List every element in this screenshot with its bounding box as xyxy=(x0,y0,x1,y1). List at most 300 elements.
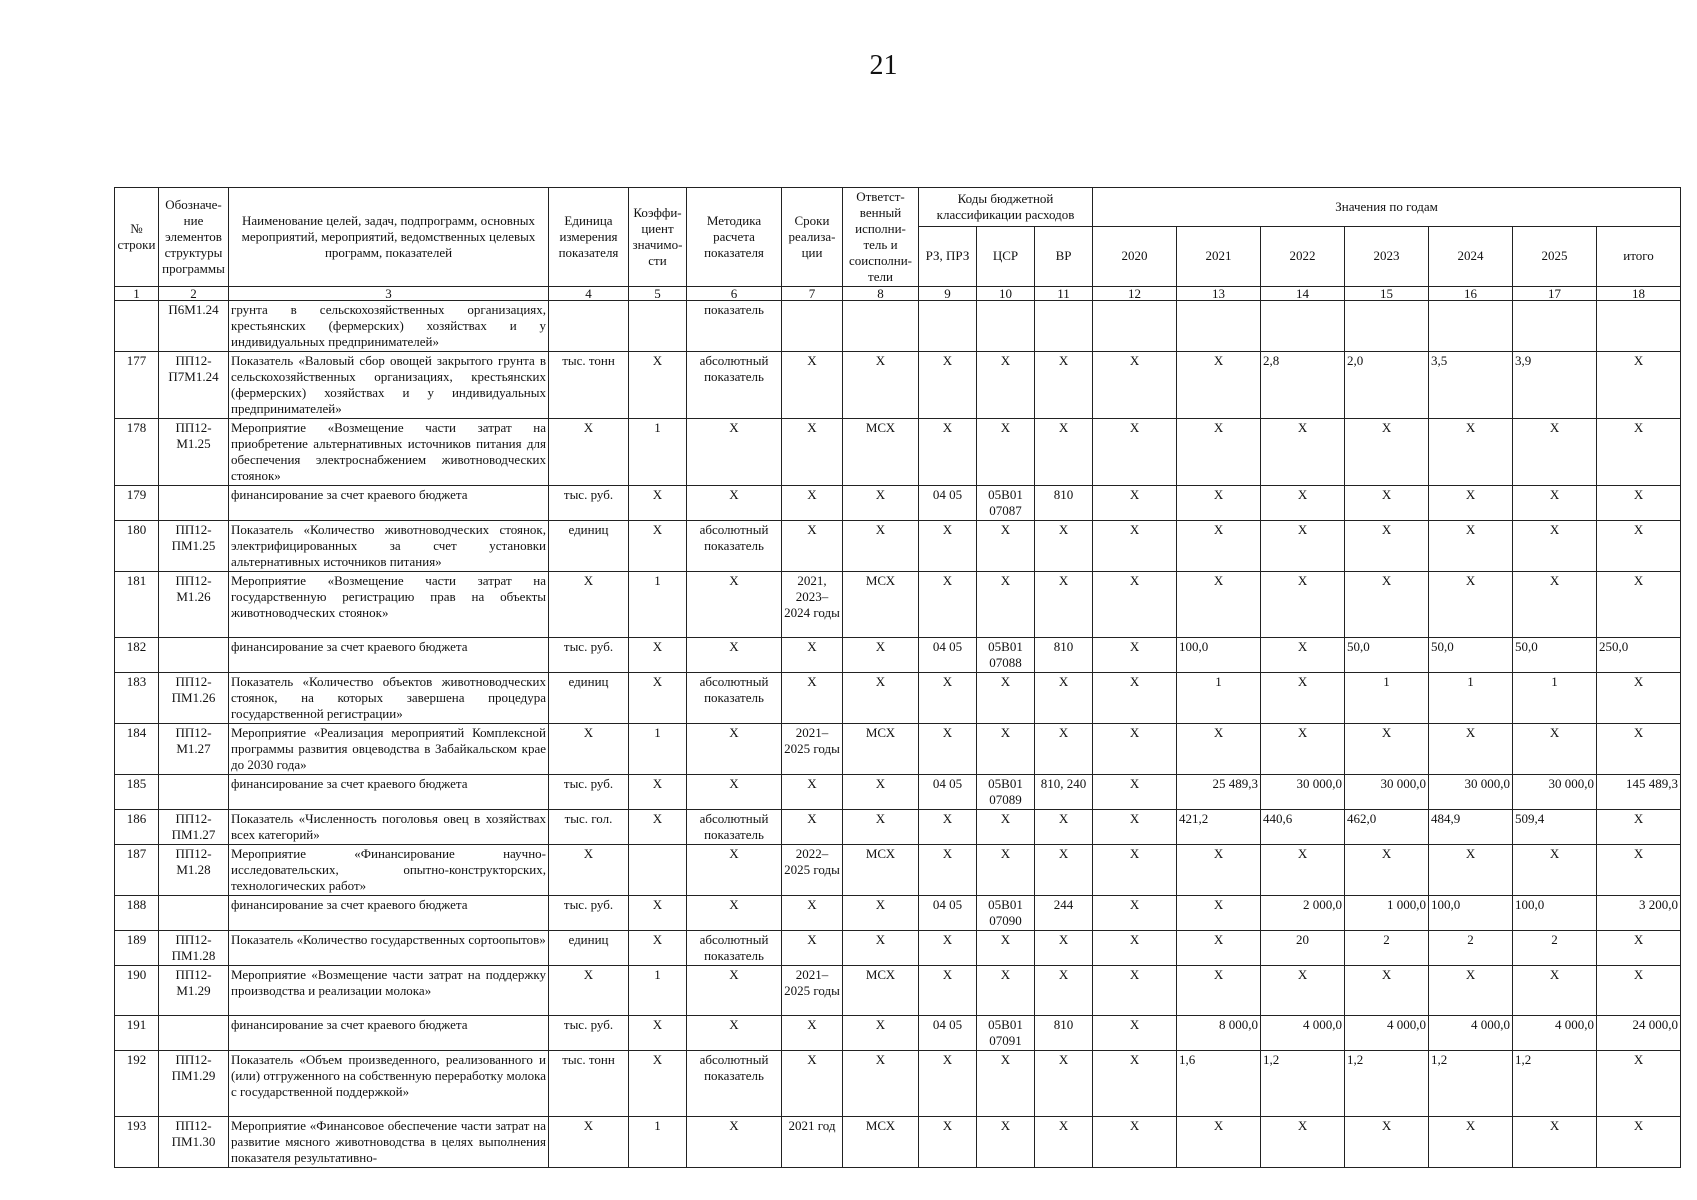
unit: Х xyxy=(549,966,629,1016)
value-2021: Х xyxy=(1177,1117,1261,1168)
method: Х xyxy=(687,724,782,775)
value-2025: 30 000,0 xyxy=(1513,775,1597,810)
responsible: МСХ xyxy=(843,1117,919,1168)
row-number: 187 xyxy=(115,845,159,896)
responsible: Х xyxy=(843,931,919,966)
responsible: Х xyxy=(843,521,919,572)
value-total: Х xyxy=(1597,486,1681,521)
csr-code: Х xyxy=(977,810,1035,845)
program-table xyxy=(114,187,1681,1168)
table-row xyxy=(115,673,1681,724)
vr-code: 244 xyxy=(1035,896,1093,931)
value-2020: Х xyxy=(1093,775,1177,810)
table-row xyxy=(115,301,1681,352)
value-2021: 100,0 xyxy=(1177,638,1261,673)
value-2024: 30 000,0 xyxy=(1429,775,1513,810)
rz-code: Х xyxy=(919,572,977,638)
coefficient: Х xyxy=(629,1051,687,1117)
value-2023: 4 000,0 xyxy=(1345,1016,1429,1051)
value-total: 145 489,3 xyxy=(1597,775,1681,810)
rz-code: 04 05 xyxy=(919,896,977,931)
value-2024: 2 xyxy=(1429,931,1513,966)
value-2025: Х xyxy=(1513,724,1597,775)
row-name: финансирование за счет краевого бюджета xyxy=(229,775,549,810)
element-code xyxy=(159,775,229,810)
table-row xyxy=(115,352,1681,419)
row-name: Показатель «Количество животноводческих стоянок, электрифицированных за счет установки альтернативных источников питания» xyxy=(229,521,549,572)
table-row xyxy=(115,775,1681,810)
column-number: 11 xyxy=(1035,287,1093,301)
unit xyxy=(549,301,629,352)
csr-code: Х xyxy=(977,931,1035,966)
value-2020: Х xyxy=(1093,1016,1177,1051)
coefficient: Х xyxy=(629,931,687,966)
value-2021: Х xyxy=(1177,724,1261,775)
method: Х xyxy=(687,896,782,931)
coefficient: Х xyxy=(629,486,687,521)
coefficient: 1 xyxy=(629,419,687,486)
vr-code: Х xyxy=(1035,572,1093,638)
rz-code: Х xyxy=(919,521,977,572)
term: Х xyxy=(782,673,843,724)
rz-code: Х xyxy=(919,352,977,419)
element-code: ПП12-М1.28 xyxy=(159,845,229,896)
method: Х xyxy=(687,1117,782,1168)
table-row xyxy=(115,521,1681,572)
method: Х xyxy=(687,486,782,521)
coefficient: Х xyxy=(629,352,687,419)
header-values-by-year: Значения по годам xyxy=(1093,188,1681,227)
vr-code: Х xyxy=(1035,673,1093,724)
term xyxy=(782,301,843,352)
vr-code: Х xyxy=(1035,419,1093,486)
row-name: Показатель «Численность поголовья овец в хозяйствах всех категорий» xyxy=(229,810,549,845)
value-2021: Х xyxy=(1177,419,1261,486)
csr-code: Х xyxy=(977,521,1035,572)
element-code xyxy=(159,896,229,931)
row-name: Показатель «Объем произведенного, реализованного и (или) отгруженного на собственную переработку молока с государственной поддержкой» xyxy=(229,1051,549,1117)
value-2024: Х xyxy=(1429,419,1513,486)
vr-code: Х xyxy=(1035,810,1093,845)
method: абсолютный показатель xyxy=(687,931,782,966)
row-number: 189 xyxy=(115,931,159,966)
column-number: 16 xyxy=(1429,287,1513,301)
header-coefficient: Коэффи-циент значимо-сти xyxy=(629,188,687,287)
value-2021: Х xyxy=(1177,931,1261,966)
value-2021: Х xyxy=(1177,845,1261,896)
value-2020: Х xyxy=(1093,673,1177,724)
unit: тыс. руб. xyxy=(549,638,629,673)
vr-code xyxy=(1035,301,1093,352)
csr-code: Х xyxy=(977,724,1035,775)
header-2024: 2024 xyxy=(1429,226,1513,287)
value-2023: Х xyxy=(1345,724,1429,775)
responsible: МСХ xyxy=(843,572,919,638)
row-number: 185 xyxy=(115,775,159,810)
value-total: Х xyxy=(1597,572,1681,638)
coefficient: Х xyxy=(629,673,687,724)
rz-code: Х xyxy=(919,931,977,966)
table-row xyxy=(115,1051,1681,1117)
unit: тыс. гол. xyxy=(549,810,629,845)
value-total: Х xyxy=(1597,419,1681,486)
value-2022: Х xyxy=(1261,486,1345,521)
value-2023: Х xyxy=(1345,1117,1429,1168)
value-2023: 2 xyxy=(1345,931,1429,966)
column-number: 2 xyxy=(159,287,229,301)
row-name: финансирование за счет краевого бюджета xyxy=(229,896,549,931)
element-code: ПП12-ПМ1.27 xyxy=(159,810,229,845)
value-2020: Х xyxy=(1093,1051,1177,1117)
value-2023: 1,2 xyxy=(1345,1051,1429,1117)
row-number: 183 xyxy=(115,673,159,724)
term: Х xyxy=(782,419,843,486)
element-code: ПП12-П7М1.24 xyxy=(159,352,229,419)
row-name: Мероприятие «Реализация мероприятий Комплексной программы развития овцеводства в Забайкальском крае до 2030 года» xyxy=(229,724,549,775)
value-2022: Х xyxy=(1261,419,1345,486)
value-2024: Х xyxy=(1429,572,1513,638)
column-number: 4 xyxy=(549,287,629,301)
coefficient: Х xyxy=(629,521,687,572)
unit: Х xyxy=(549,419,629,486)
method: Х xyxy=(687,1016,782,1051)
value-2025: 50,0 xyxy=(1513,638,1597,673)
value-total: 24 000,0 xyxy=(1597,1016,1681,1051)
value-2022: Х xyxy=(1261,673,1345,724)
value-2025: 2 xyxy=(1513,931,1597,966)
value-2020: Х xyxy=(1093,845,1177,896)
row-name: финансирование за счет краевого бюджета xyxy=(229,638,549,673)
term: Х xyxy=(782,1051,843,1117)
header-2025: 2025 xyxy=(1513,226,1597,287)
element-code xyxy=(159,638,229,673)
method: абсолютный показатель xyxy=(687,352,782,419)
unit: тыс. руб. xyxy=(549,775,629,810)
unit: тыс. руб. xyxy=(549,896,629,931)
value-2025: 509,4 xyxy=(1513,810,1597,845)
vr-code: Х xyxy=(1035,352,1093,419)
row-name: Мероприятие «Возмещение части затрат на приобретение альтернативных источников питания для обеспечения электроснабжением животноводческих стоянок» xyxy=(229,419,549,486)
value-2021: Х xyxy=(1177,896,1261,931)
row-name: Показатель «Количество объектов животноводческих стоянок, на которых завершена процедура государственной регистрации» xyxy=(229,673,549,724)
row-number: 192 xyxy=(115,1051,159,1117)
value-2022: 4 000,0 xyxy=(1261,1016,1345,1051)
value-2020: Х xyxy=(1093,931,1177,966)
value-2025: 3,9 xyxy=(1513,352,1597,419)
value-2025: 1,2 xyxy=(1513,1051,1597,1117)
element-code: ПП12-М1.29 xyxy=(159,966,229,1016)
vr-code: Х xyxy=(1035,931,1093,966)
value-total: 3 200,0 xyxy=(1597,896,1681,931)
column-number: 9 xyxy=(919,287,977,301)
element-code: ПП12-ПМ1.26 xyxy=(159,673,229,724)
method: Х xyxy=(687,572,782,638)
row-name: Показатель «Валовый сбор овощей закрытого грунта в сельскохозяйственных организациях, крестьянских (фермерских) хозяйствах и у индивидуальных предпринимателей» xyxy=(229,352,549,419)
value-2024: Х xyxy=(1429,724,1513,775)
vr-code: 810 xyxy=(1035,486,1093,521)
term: 2022–2025 годы xyxy=(782,845,843,896)
row-number: 177 xyxy=(115,352,159,419)
value-2021: Х xyxy=(1177,521,1261,572)
column-number: 12 xyxy=(1093,287,1177,301)
row-number: 184 xyxy=(115,724,159,775)
value-2024: 1 xyxy=(1429,673,1513,724)
value-2024: Х xyxy=(1429,486,1513,521)
coefficient: 1 xyxy=(629,966,687,1016)
term: Х xyxy=(782,352,843,419)
value-2023 xyxy=(1345,301,1429,352)
value-2024: Х xyxy=(1429,845,1513,896)
responsible: Х xyxy=(843,775,919,810)
value-2020: Х xyxy=(1093,810,1177,845)
vr-code: Х xyxy=(1035,966,1093,1016)
value-2022: Х xyxy=(1261,521,1345,572)
column-number: 3 xyxy=(229,287,549,301)
value-2023: 1 xyxy=(1345,673,1429,724)
value-2023: 2,0 xyxy=(1345,352,1429,419)
table-row xyxy=(115,724,1681,775)
responsible: МСХ xyxy=(843,419,919,486)
column-number: 6 xyxy=(687,287,782,301)
term: Х xyxy=(782,810,843,845)
value-2022: 440,6 xyxy=(1261,810,1345,845)
table-row xyxy=(115,1117,1681,1168)
value-2021 xyxy=(1177,301,1261,352)
value-2023: Х xyxy=(1345,845,1429,896)
value-2022: Х xyxy=(1261,572,1345,638)
value-2020: Х xyxy=(1093,419,1177,486)
value-2025: Х xyxy=(1513,486,1597,521)
value-2022: Х xyxy=(1261,966,1345,1016)
row-number xyxy=(115,301,159,352)
value-2022 xyxy=(1261,301,1345,352)
value-2025: Х xyxy=(1513,966,1597,1016)
rz-code: Х xyxy=(919,845,977,896)
row-name: Мероприятие «Финансовое обеспечение части затрат на развитие мясного животноводства в целях выполнения показателя результативно- xyxy=(229,1117,549,1168)
column-number: 10 xyxy=(977,287,1035,301)
csr-code: Х xyxy=(977,352,1035,419)
column-number: 7 xyxy=(782,287,843,301)
row-name: Мероприятие «Возмещение части затрат на поддержку производства и реализации молока» xyxy=(229,966,549,1016)
table-row xyxy=(115,572,1681,638)
header-2021: 2021 xyxy=(1177,226,1261,287)
unit: единиц xyxy=(549,673,629,724)
csr-code: Х xyxy=(977,572,1035,638)
header-csr: ЦСР xyxy=(977,226,1035,287)
rz-code xyxy=(919,301,977,352)
table-row xyxy=(115,419,1681,486)
value-2022: Х xyxy=(1261,1117,1345,1168)
value-2020: Х xyxy=(1093,966,1177,1016)
row-name: Мероприятие «Финансирование научно-исследовательских, опытно-конструкторских, технологических работ» xyxy=(229,845,549,896)
csr-code xyxy=(977,301,1035,352)
value-2025: Х xyxy=(1513,845,1597,896)
rz-code: 04 05 xyxy=(919,638,977,673)
value-2024: 50,0 xyxy=(1429,638,1513,673)
value-2020: Х xyxy=(1093,572,1177,638)
responsible: Х xyxy=(843,1051,919,1117)
value-2023: 30 000,0 xyxy=(1345,775,1429,810)
rz-code: Х xyxy=(919,810,977,845)
coefficient: Х xyxy=(629,1016,687,1051)
row-name: Показатель «Количество государственных сортоопытов» xyxy=(229,931,549,966)
table-row xyxy=(115,845,1681,896)
element-code: ПП12-ПМ1.28 xyxy=(159,931,229,966)
row-number: 178 xyxy=(115,419,159,486)
value-2020 xyxy=(1093,301,1177,352)
value-2023: Х xyxy=(1345,521,1429,572)
value-2022: 2,8 xyxy=(1261,352,1345,419)
header-row-number: № строки xyxy=(115,188,159,287)
value-total: Х xyxy=(1597,724,1681,775)
row-number: 179 xyxy=(115,486,159,521)
value-2020: Х xyxy=(1093,1117,1177,1168)
table-row xyxy=(115,638,1681,673)
term: Х xyxy=(782,638,843,673)
value-total: Х xyxy=(1597,521,1681,572)
value-total: Х xyxy=(1597,1117,1681,1168)
rz-code: Х xyxy=(919,1051,977,1117)
rz-code: 04 05 xyxy=(919,1016,977,1051)
header-2020: 2020 xyxy=(1093,226,1177,287)
term: Х xyxy=(782,775,843,810)
value-2020: Х xyxy=(1093,724,1177,775)
value-2024: 100,0 xyxy=(1429,896,1513,931)
coefficient: Х xyxy=(629,638,687,673)
responsible xyxy=(843,301,919,352)
element-code: П6М1.24 xyxy=(159,301,229,352)
csr-code: 05В01 07087 xyxy=(977,486,1035,521)
vr-code: Х xyxy=(1035,845,1093,896)
value-2023: 50,0 xyxy=(1345,638,1429,673)
table-row xyxy=(115,1016,1681,1051)
value-2025: Х xyxy=(1513,419,1597,486)
method: абсолютный показатель xyxy=(687,521,782,572)
rz-code: Х xyxy=(919,724,977,775)
header-responsible: Ответст-венный исполни-тель и соисполни-тели xyxy=(843,188,919,287)
value-2022: 1,2 xyxy=(1261,1051,1345,1117)
value-total: Х xyxy=(1597,845,1681,896)
responsible: МСХ xyxy=(843,845,919,896)
responsible: Х xyxy=(843,638,919,673)
row-number: 181 xyxy=(115,572,159,638)
value-2025: 4 000,0 xyxy=(1513,1016,1597,1051)
value-2022: Х xyxy=(1261,845,1345,896)
value-2024 xyxy=(1429,301,1513,352)
vr-code: Х xyxy=(1035,724,1093,775)
rz-code: 04 05 xyxy=(919,775,977,810)
value-2022: 2 000,0 xyxy=(1261,896,1345,931)
value-2020: Х xyxy=(1093,352,1177,419)
method: абсолютный показатель xyxy=(687,810,782,845)
value-2022: 30 000,0 xyxy=(1261,775,1345,810)
rz-code: Х xyxy=(919,419,977,486)
term: Х xyxy=(782,931,843,966)
value-2023: Х xyxy=(1345,419,1429,486)
csr-code: Х xyxy=(977,419,1035,486)
csr-code: 05В01 07089 xyxy=(977,775,1035,810)
column-number: 14 xyxy=(1261,287,1345,301)
vr-code: 810 xyxy=(1035,638,1093,673)
term: Х xyxy=(782,486,843,521)
value-2021: Х xyxy=(1177,352,1261,419)
csr-code: Х xyxy=(977,1051,1035,1117)
unit: тыс. руб. xyxy=(549,1016,629,1051)
vr-code: 810 xyxy=(1035,1016,1093,1051)
coefficient: Х xyxy=(629,775,687,810)
csr-code: 05В01 07090 xyxy=(977,896,1035,931)
value-2021: Х xyxy=(1177,966,1261,1016)
header-total: итого xyxy=(1597,226,1681,287)
method: Х xyxy=(687,966,782,1016)
value-2023: 1 000,0 xyxy=(1345,896,1429,931)
value-2020: Х xyxy=(1093,638,1177,673)
value-2024: 484,9 xyxy=(1429,810,1513,845)
unit: тыс. тонн xyxy=(549,352,629,419)
row-name: финансирование за счет краевого бюджета xyxy=(229,1016,549,1051)
value-2024: Х xyxy=(1429,1117,1513,1168)
responsible: Х xyxy=(843,673,919,724)
coefficient xyxy=(629,845,687,896)
column-number: 15 xyxy=(1345,287,1429,301)
row-number: 193 xyxy=(115,1117,159,1168)
row-number: 191 xyxy=(115,1016,159,1051)
value-2023: Х xyxy=(1345,572,1429,638)
header-term: Сроки реализа-ции xyxy=(782,188,843,287)
responsible: Х xyxy=(843,486,919,521)
csr-code: Х xyxy=(977,673,1035,724)
unit: единиц xyxy=(549,931,629,966)
term: 2021–2025 годы xyxy=(782,966,843,1016)
responsible: Х xyxy=(843,352,919,419)
value-2020: Х xyxy=(1093,486,1177,521)
value-2024: 1,2 xyxy=(1429,1051,1513,1117)
table-row xyxy=(115,896,1681,931)
header-element-code: Обозначе-ние элементов структуры программы xyxy=(159,188,229,287)
term: 2021 год xyxy=(782,1117,843,1168)
table-row xyxy=(115,931,1681,966)
value-total: Х xyxy=(1597,931,1681,966)
element-code: ПП12-ПМ1.30 xyxy=(159,1117,229,1168)
row-name: Мероприятие «Возмещение части затрат на государственную регистрацию прав на объекты животноводческих стоянок» xyxy=(229,572,549,638)
value-2020: Х xyxy=(1093,521,1177,572)
value-2021: 1,6 xyxy=(1177,1051,1261,1117)
column-number-row xyxy=(115,287,1681,301)
term: 2021–2025 годы xyxy=(782,724,843,775)
method: абсолютный показатель xyxy=(687,673,782,724)
value-2021: 421,2 xyxy=(1177,810,1261,845)
value-total: Х xyxy=(1597,673,1681,724)
column-number: 8 xyxy=(843,287,919,301)
value-2025: 1 xyxy=(1513,673,1597,724)
value-2023: Х xyxy=(1345,486,1429,521)
table-row xyxy=(115,966,1681,1016)
value-2023: 462,0 xyxy=(1345,810,1429,845)
responsible: МСХ xyxy=(843,966,919,1016)
row-number: 182 xyxy=(115,638,159,673)
coefficient: Х xyxy=(629,810,687,845)
value-2022: Х xyxy=(1261,724,1345,775)
row-number: 180 xyxy=(115,521,159,572)
row-number: 190 xyxy=(115,966,159,1016)
element-code: ПП12-ПМ1.29 xyxy=(159,1051,229,1117)
coefficient: 1 xyxy=(629,572,687,638)
header-method: Методика расчета показателя xyxy=(687,188,782,287)
method: абсолютный показатель xyxy=(687,1051,782,1117)
value-2021: 8 000,0 xyxy=(1177,1016,1261,1051)
coefficient: 1 xyxy=(629,1117,687,1168)
header-name: Наименование целей, задач, подпрограмм, основных мероприятий, мероприятий, ведомственных целевых программ, показателей xyxy=(229,188,549,287)
